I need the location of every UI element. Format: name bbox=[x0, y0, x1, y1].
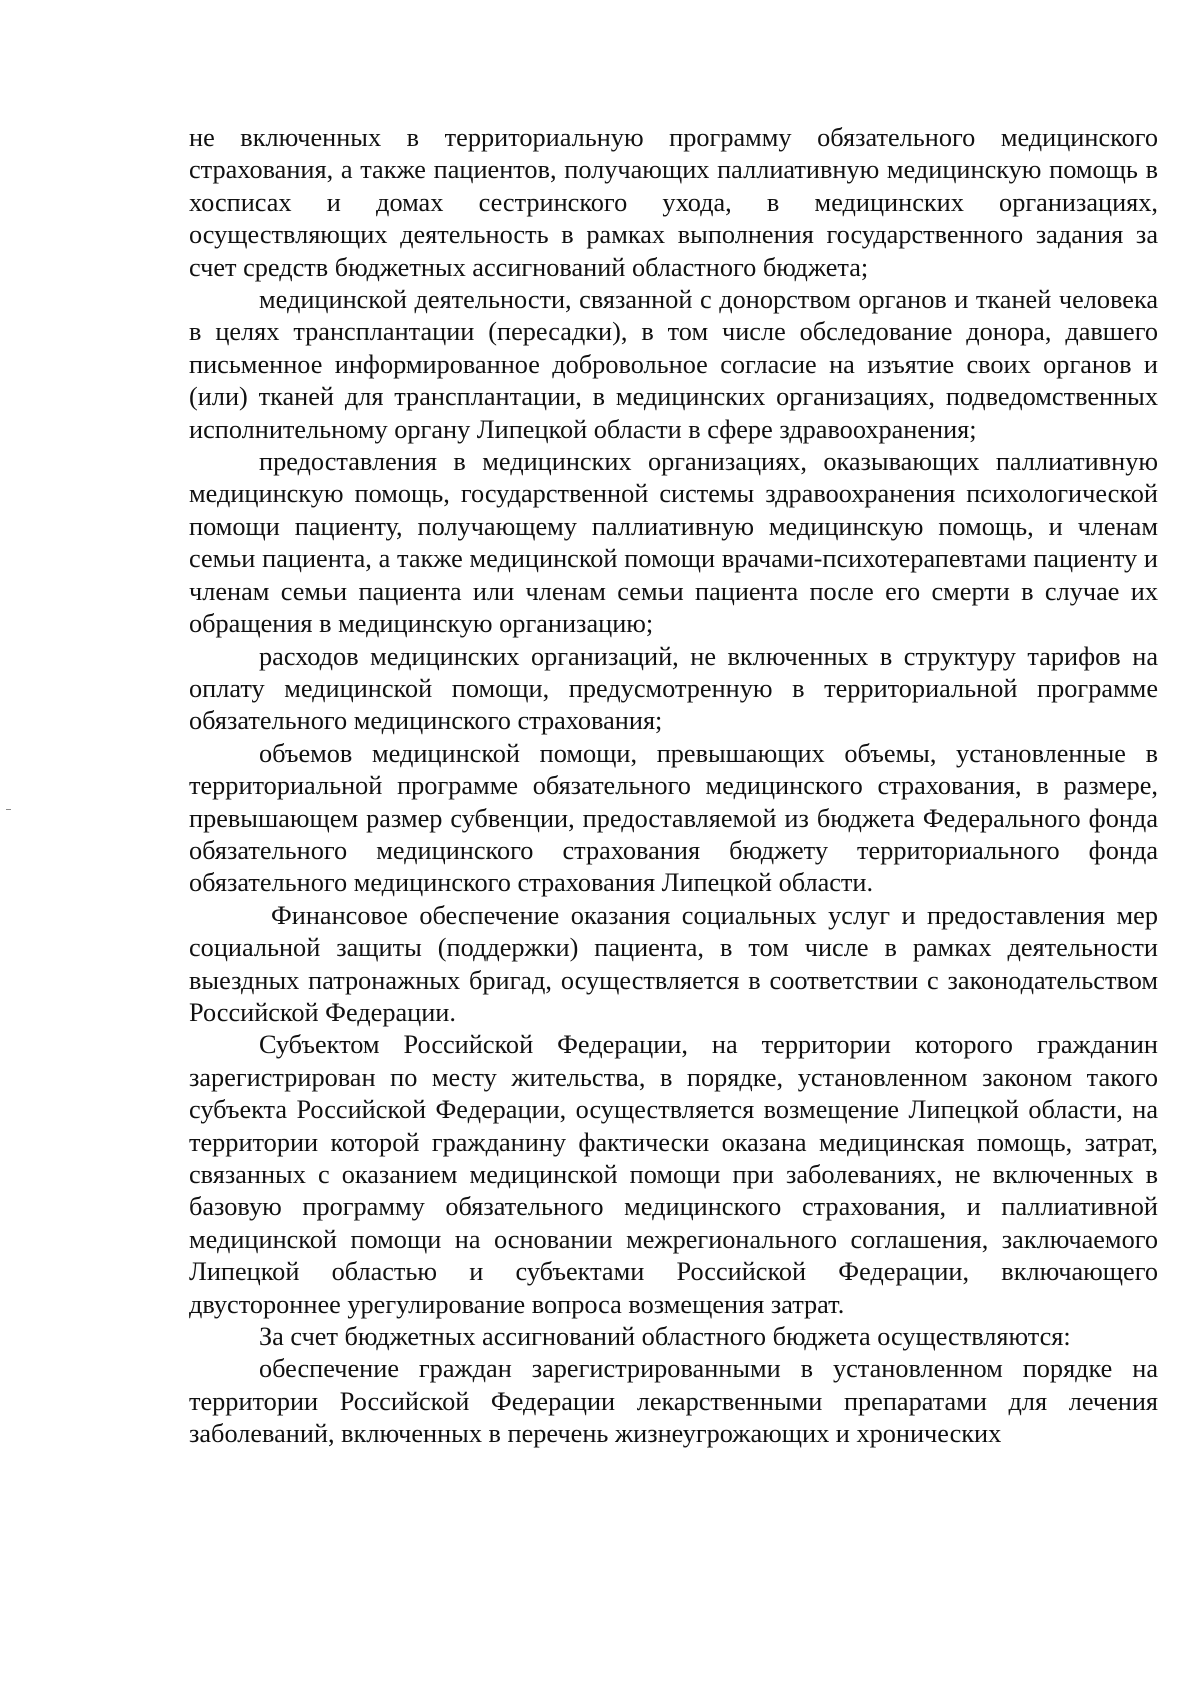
paragraph-psychological-help: предоставления в медицинских организациях, оказывающих паллиативную медицинскую помощь, государственной системы здравоохранения психологической помощи пациенту, получающему паллиативную медицинскую помощь, и членам семьи пациента, а также медицинской помощи врачами-психотерапевтами пациенту и членам семьи пациента или членам семьи пациента после его смерти в случае их обращения в медицинскую организацию; bbox=[189, 447, 1158, 639]
paragraph-excess-volumes: объемов медицинской помощи, превышающих объемы, установленные в территориальной программе обязательного медицинского страхования, в размере, превышающем размер субвенции, предоставляемой из бюджета Федерального фонда обязательного медицинского страхования бюджету территориального фонда обязательного медицинского страхования Липецкой области. bbox=[189, 738, 1158, 898]
paragraph-social-services: Финансовое обеспечение оказания социальных услуг и предоставления мер социальной защиты (поддержки) пациента, в том числе в рамках деятельности выездных патронажных бригад, осуществляется в соответствии с законодательством Российской Федерации. bbox=[189, 900, 1158, 1027]
document-body bbox=[189, 122, 1158, 1451]
paragraph-continuation: не включенных в территориальную программу обязательного медицинского страхования, а также пациентов, получающих паллиативную медицинскую помощь в хосписах и домах сестринского ухода, в медицинских организациях, осуществляющих деятельность в рамках выполнения государственного задания за счет средств бюджетных ассигнований областного бюджета; bbox=[189, 123, 1158, 282]
paragraph-donor-activity: медицинской деятельности, связанной с донорством органов и тканей человека в целях трансплантации (пересадки), в том числе обследование донора, давшего письменное информированное добровольное согласие на изъятие своих органов и (или) тканей для трансплантации, в медицинских организациях, подведомственных исполнительному органу Липецкой области в сфере здравоохранения; bbox=[189, 285, 1158, 444]
paragraph-organization-expenses: расходов медицинских организаций, не включенных в структуру тарифов на оплату медицинской помощи, предусмотренную в территориальной программе обязательного медицинского страхования; bbox=[189, 641, 1158, 736]
paragraph-regional-budget: За счет бюджетных ассигнований областного бюджета осуществляются: bbox=[259, 1322, 1071, 1352]
paragraph-drug-provision: обеспечение граждан зарегистрированными в установленном порядке на территории Российской Федерации лекарственными препаратами для лечения заболеваний, включенных в перечень жизнеугрожающих и хронических bbox=[189, 1354, 1158, 1449]
margin-mark bbox=[6, 809, 11, 810]
paragraph-reimbursement: Субъектом Российской Федерации, на территории которого гражданин зарегистрирован по месту жительства, в порядке, установленном законом такого субъекта Российской Федерации, осуществляется возмещение Липецкой области, на территории которой гражданину фактически оказана медицинская помощь, затрат, связанных с оказанием медицинской помощи при заболеваниях, не включенных в базовую программу обязательного медицинского страхования, и паллиативной медицинской помощи на основании межрегионального соглашения, заключаемого Липецкой областью и субъектами Российской Федерации, включающего двустороннее урегулирование вопроса возмещения затрат. bbox=[189, 1030, 1158, 1319]
